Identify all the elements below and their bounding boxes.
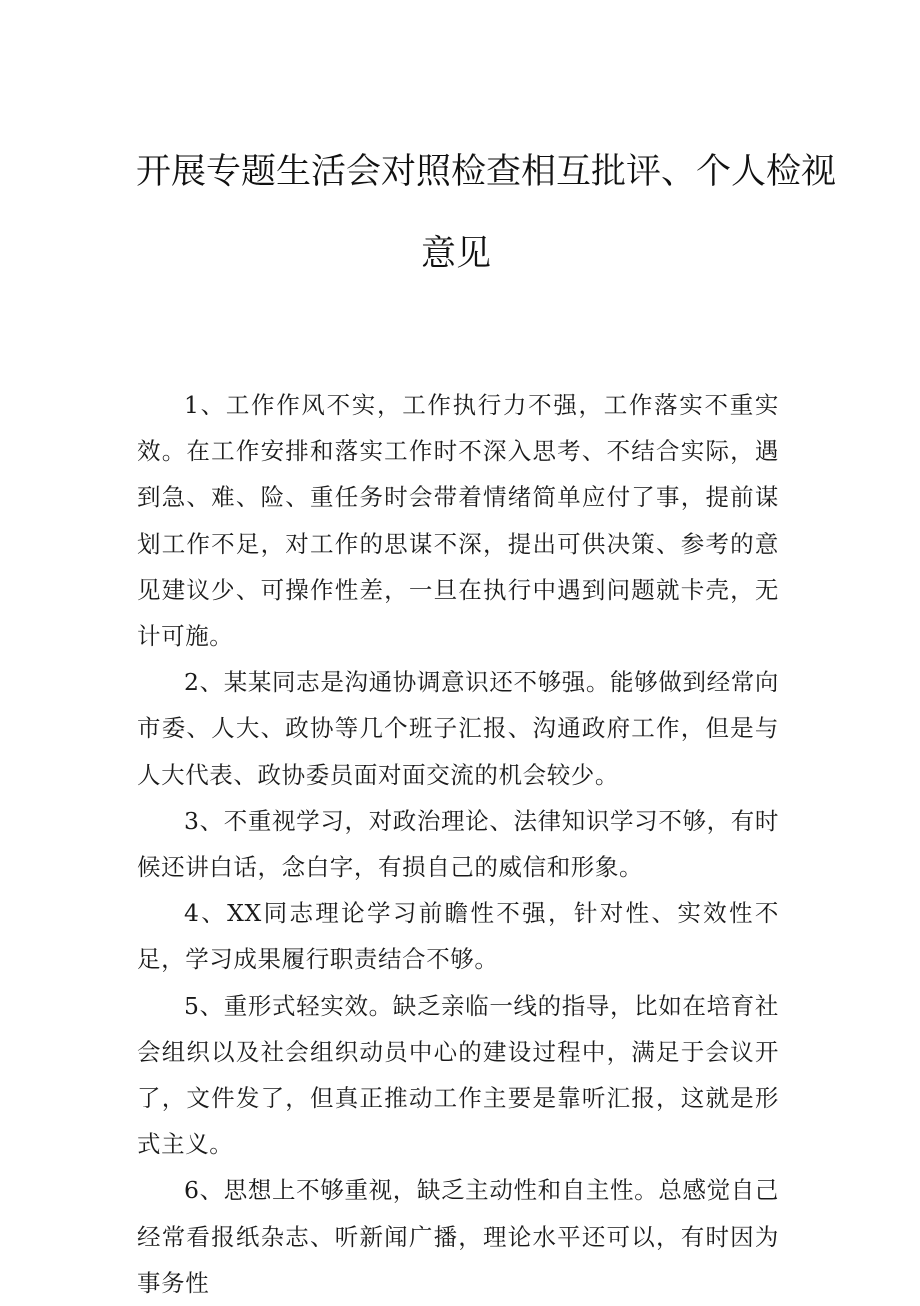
- document-body: [137, 382, 779, 1306]
- paragraph-5: 5、重形式轻实效。缺乏亲临一线的指导，比如在培育社会组织以及社会组织动员中心的建设过程中，满足于会议开了，文件发了，但真正推动工作主要是靠听汇报，这就是形式主义。: [137, 991, 779, 1159]
- paragraph-6: 6、思想上不够重视，缺乏主动性和自主性。总感觉自己经常看报纸杂志、听新闻广播，理论水平还可以，有时因为事务性: [137, 1176, 779, 1297]
- paragraph-4: 4、XX同志理论学习前瞻性不强，针对性、实效性不足，学习成果履行职责结合不够。: [137, 899, 779, 974]
- document-title-line2: 意见: [420, 234, 491, 274]
- paragraph-3: 3、不重视学习，对政治理论、法律知识学习不够，有时候还讲白话，念白字，有损自己的威信和形象。: [137, 806, 779, 882]
- document-title-line1: 开展专题生活会对照检查相互批评、个人检视: [136, 152, 837, 192]
- paragraph-2: 2、某某同志是沟通协调意识还不够强。能够做到经常向市委、人大、政协等几个班子汇报、沟通政府工作，但是与人大代表、政协委员面对面交流的机会较少。: [137, 668, 779, 789]
- paragraph-1: 1、工作作风不实，工作执行力不强，工作落实不重实效。在工作安排和落实工作时不深入思考、不结合实际，遇到急、难、险、重任务时会带着情绪简单应付了事，提前谋划工作不足，对工作的思谋不深，提出可供决策、参考的意见建议少、可操作性差，一旦在执行中遇到问题就卡壳，无计可施。: [137, 391, 779, 651]
